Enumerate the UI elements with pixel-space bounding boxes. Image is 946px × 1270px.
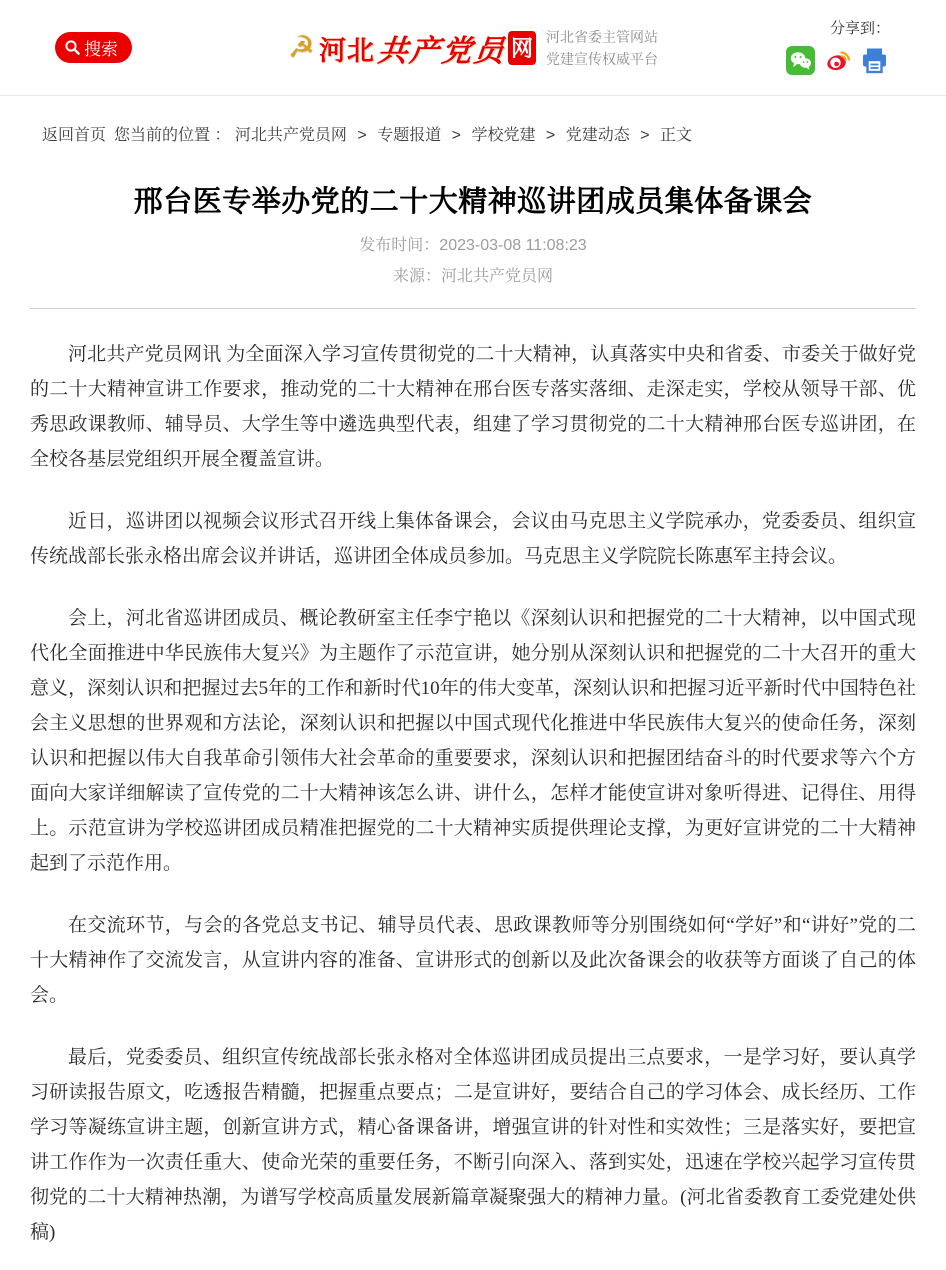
logo-net-badge: 网 xyxy=(508,31,536,65)
share-label: 分享到： xyxy=(829,20,890,37)
breadcrumb-location-label: 您当前的位置 ： xyxy=(114,127,231,144)
breadcrumb-home-link[interactable]: 返回首页 xyxy=(42,127,107,144)
weibo-icon[interactable] xyxy=(823,46,852,75)
article-paragraph: 最后，党委委员、组织宣传统战部长张永格对全体巡讲团成员提出三点要求，一是学习好，要认真学习研读报告原文，吃透报告精髓，把握重点要点；二是宣讲好，要结合自己的学习体会、成长经历、工作学习等凝练宣讲主题，创新宣讲方式，精心备课备讲，增强宣讲的针对性和实效性；三是落实好，要把宣讲工作作为一次责任重大、使命光荣的重要任务，不断引向深入、落到实处，迅速在学校兴起学习宣传贯彻党的二十大精神热潮，为谱写学校高质量发展新篇章凝聚强大的精神力量。(河北省委教育工委党建处供稿) xyxy=(30,1047,916,1243)
breadcrumb xyxy=(30,96,916,145)
wechat-icon[interactable] xyxy=(786,46,815,75)
article-meta xyxy=(30,232,916,286)
site-header xyxy=(0,0,946,96)
print-icon[interactable] xyxy=(860,46,889,75)
logo-subtitle-line2: 党建宣传权威平台 xyxy=(545,51,658,67)
logo-name-text: 共产党员 xyxy=(375,35,508,68)
breadcrumb-item-special-report[interactable]: 专题报道 xyxy=(377,127,442,144)
share-panel xyxy=(780,17,890,75)
search-button[interactable] xyxy=(55,32,132,63)
article-paragraph: 会上，河北省巡讲团成员、概论教研室主任李宁艳以《深刻认识和把握党的二十大精神，以中国式现代化全面推进中华民族伟大复兴》为主题作了示范宣讲，她分别从深刻认识和把握党的二十大召开的重大意义，深刻认识和把握过去5年的工作和新时代10年的伟大变革，深刻认识和把握习近平新时代中国特色社会主义思想的世界观和方法论，深刻认识和把握以中国式现代化推进中华民族伟大复兴的使命任务，深刻认识和把握以伟大自我革命引领伟大社会革命的重要要求，深刻认识和把握团结奋斗的时代要求等六个方面向大家详细解读了宣传党的二十大精神该怎么讲、讲什么，怎样才能使宣讲对象听得进、记得住、用得上。示范宣讲为学校巡讲团成员精准把握党的二十大精神实质提供理论支撑，为更好宣讲党的二十大精神起到了示范作用。 xyxy=(30,608,916,874)
article-paragraph: 在交流环节，与会的各党总支书记、辅导员代表、思政课教师等分别围绕如何“学好”和“讲好”党的二十大精神作了交流发言，从宣讲内容的准备、宣讲形式的创新以及此次备课会的收获等方面谈了自己的体会。 xyxy=(30,915,916,1006)
breadcrumb-item-party-news[interactable]: 党建动态 xyxy=(565,127,630,144)
search-button-label: 搜索 xyxy=(84,40,118,59)
article-source: 来源：河北共产党员网 xyxy=(392,268,553,285)
breadcrumb-separator: > xyxy=(451,127,461,144)
publish-time: 发布时间：2023-03-08 11:08:23 xyxy=(359,237,587,254)
breadcrumb-item-site[interactable]: 河北共产党员网 xyxy=(234,127,347,144)
site-logo[interactable] xyxy=(288,26,536,70)
search-icon xyxy=(64,39,81,56)
article-title: 邢台医专举办党的二十大精神巡讲团成员集体备课会 xyxy=(133,186,813,218)
article-paragraph: 近日，巡讲团以视频会议形式召开线上集体备课会，会议由马克思主义学院承办，党委委员、组织宣传统战部长张永格出席会议并讲话，巡讲团全体成员参加。马克思主义学院院长陈惠军主持会议。 xyxy=(30,511,916,567)
article-paragraph: 河北共产党员网讯 为全面深入学习宣传贯彻党的二十大精神，认真落实中央和省委、市委关于做好党的二十大精神宣讲工作要求，推动党的二十大精神在邢台医专落实落细、走深走实，学校从领导干部、优秀思政课教师、辅导员、大学生等中遴选典型代表，组建了学习贯彻党的二十大精神邢台医专巡讲团，在全校各基层党组织开展全覆盖宣讲。 xyxy=(30,344,916,470)
breadcrumb-item-current[interactable]: 正文 xyxy=(659,127,692,144)
logo-subtitle xyxy=(546,26,658,71)
logo-region-text: 河北 xyxy=(318,35,375,66)
breadcrumb-separator: > xyxy=(357,127,367,144)
breadcrumb-separator: > xyxy=(640,127,650,144)
main-content xyxy=(0,96,946,1270)
breadcrumb-separator: > xyxy=(545,127,556,144)
article-body xyxy=(30,309,916,1270)
share-icons xyxy=(780,46,890,75)
party-emblem-icon: ☭ xyxy=(288,31,315,64)
breadcrumb-item-school-party[interactable]: 学校党建 xyxy=(471,127,536,144)
logo-subtitle-line1: 河北省委主管网站 xyxy=(545,28,658,45)
